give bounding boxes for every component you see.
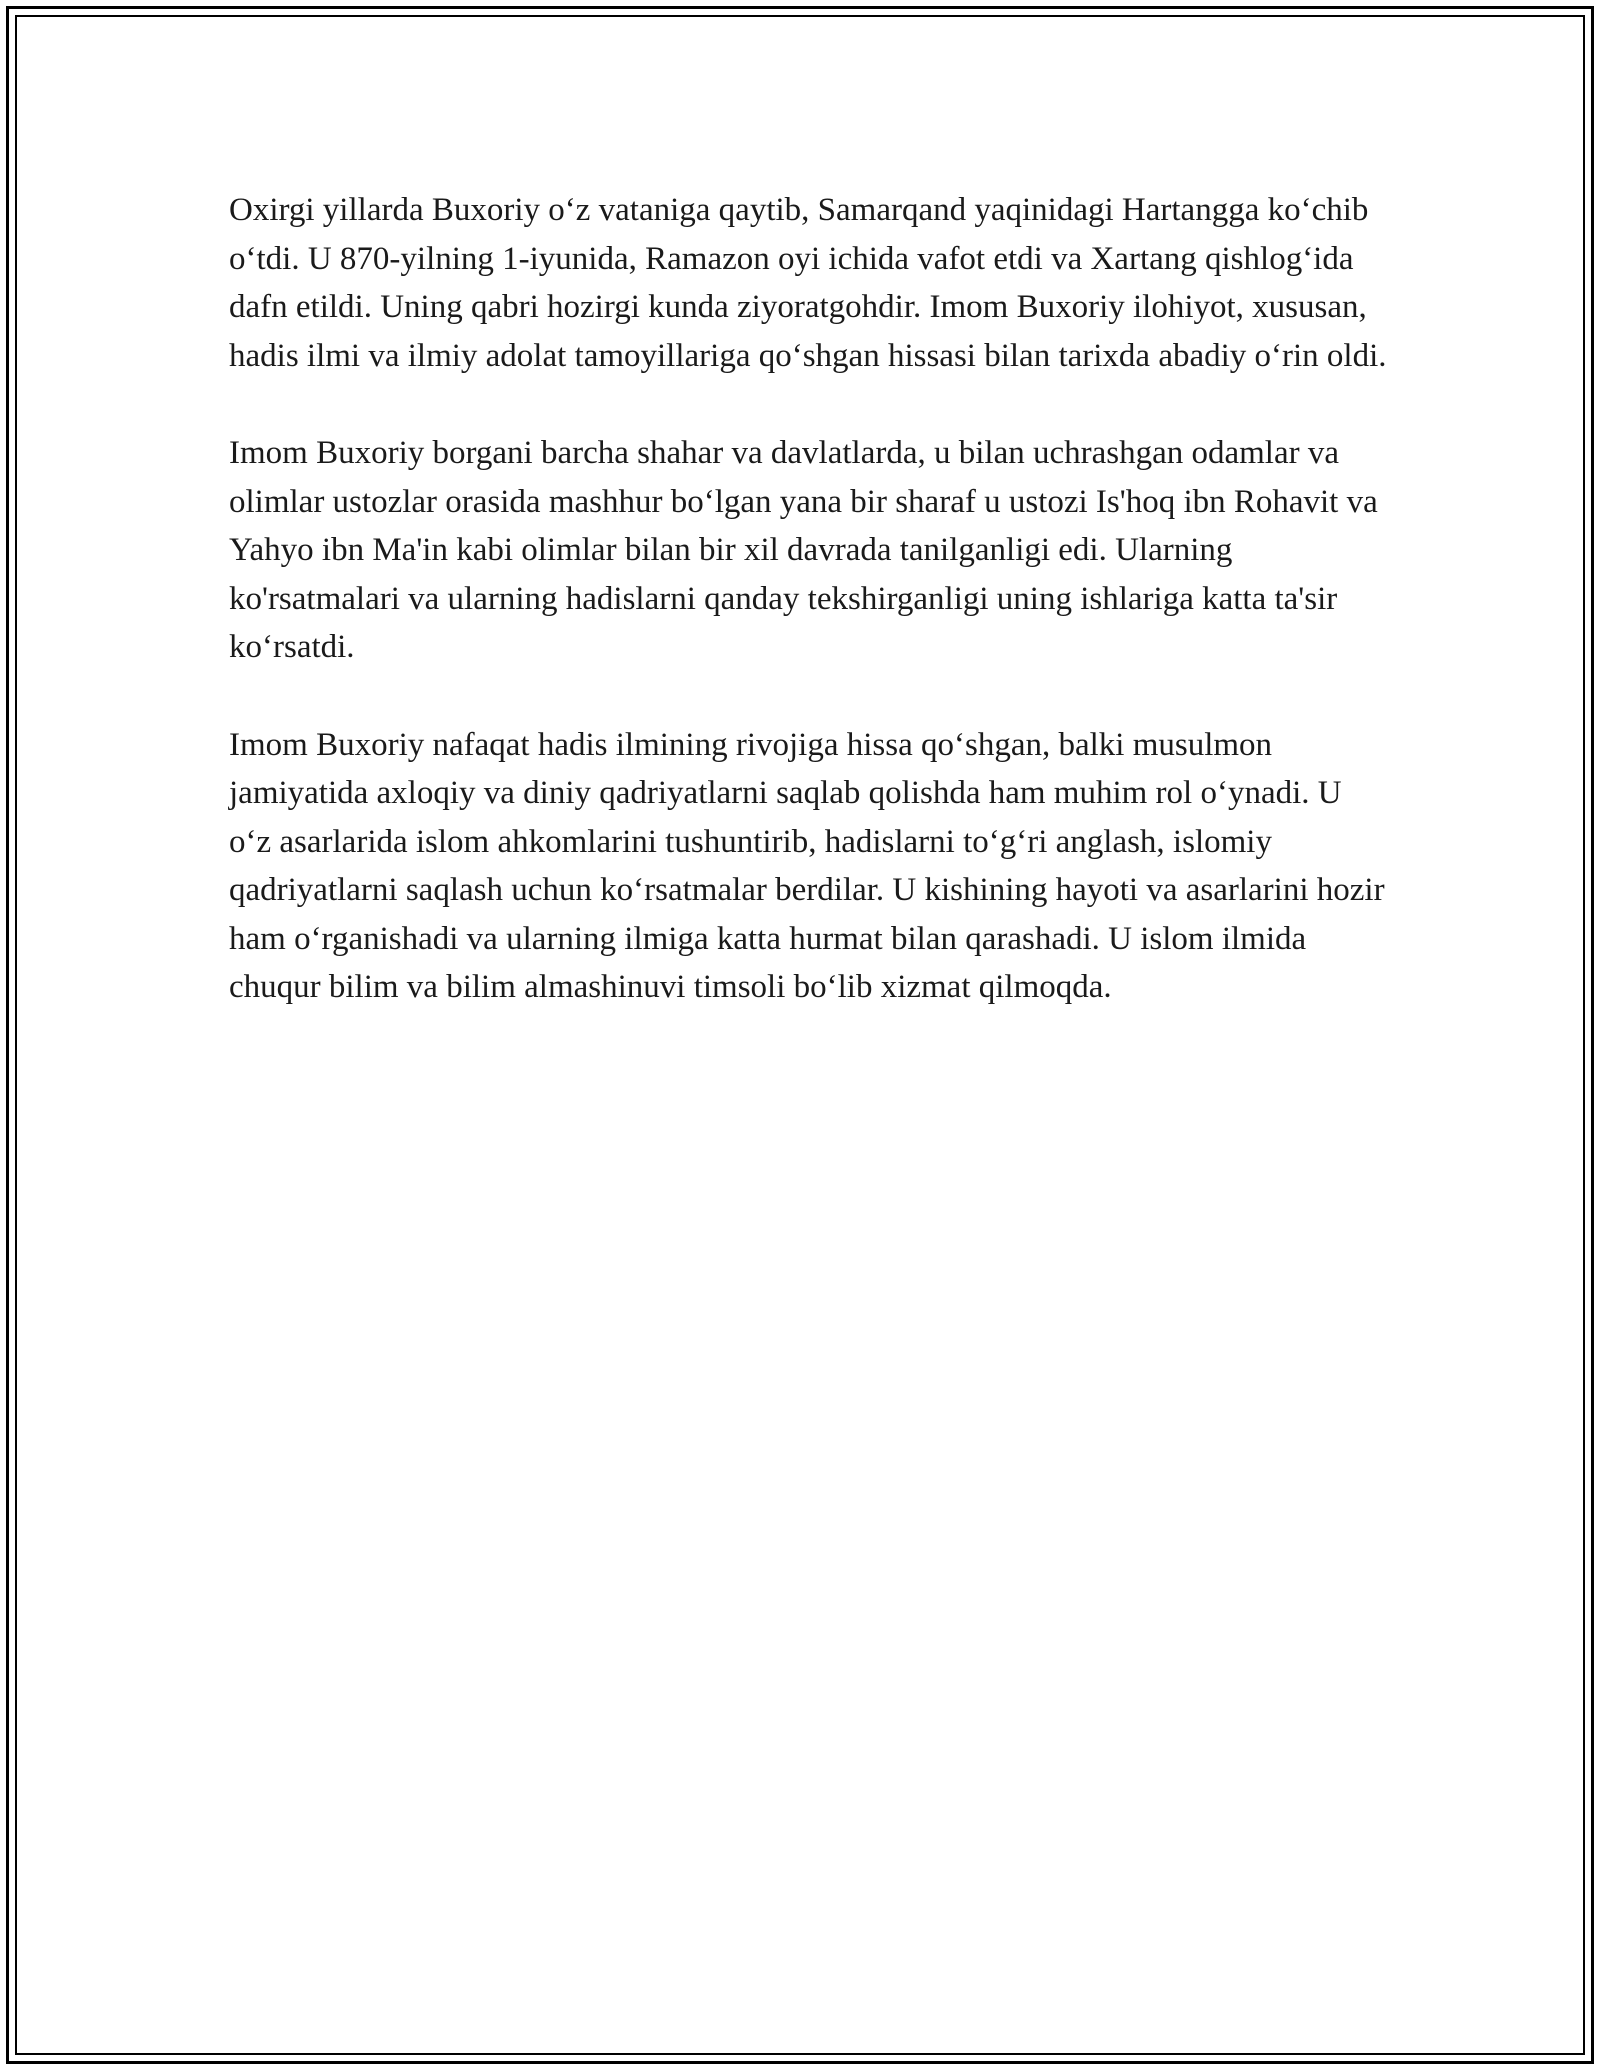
document-body <box>229 186 1389 1061</box>
paragraph-2: Imom Buxoriy borgani barcha shahar va davlatlarda, u bilan uchrashgan odamlar va olimlar ustozlar orasida mashhur bo‘lgan yana bir sharaf u ustozi Is'hoq ibn Rohavit va Yahyo ibn Ma'in kabi olimlar bilan bir xil davrada tanilganligi edi. Ularning ko'rsatmalari va ularning hadislarni qanday tekshirganligi uning ishlariga katta ta'sir ko‘rsatdi. <box>229 435 1378 665</box>
paragraph-3: Imom Buxoriy nafaqat hadis ilmining rivojiga hissa qo‘shgan, balki musulmon jamiyatida axloqiy va diniy qadriyatlarni saqlab qolishda ham muhim rol o‘ynadi. U o‘z asarlarida islom ahkomlarini tushuntirib, hadislarni to‘g‘ri anglash, islomiy qadriyatlarni saqlash uchun ko‘rsatmalar berdilar. U kishining hayoti va asarlarini hozir ham o‘rganishadi va ularning ilmiga katta hurmat bilan qarashadi. U islom ilmida chuqur bilim va bilim almashinuvi timsoli bo‘lib xizmat qilmoqda. <box>229 726 1385 1005</box>
paragraph-1: Oxirgi yillarda Buxoriy o‘z vataniga qaytib, Samarqand yaqinidagi Hartangga ko‘chib o‘tdi. U 870-yilning 1-iyunida, Ramazon oyi ichida vafot etdi va Xartang qishlog‘ida dafn etildi. Uning qabri hozirgi kunda ziyoratgohdir. Imom Buxoriy ilohiyot, xususan, hadis ilmi va ilmiy adolat tamoyillariga qo‘shgan hissasi bilan tarixda abadiy o‘rin oldi. <box>229 192 1387 374</box>
